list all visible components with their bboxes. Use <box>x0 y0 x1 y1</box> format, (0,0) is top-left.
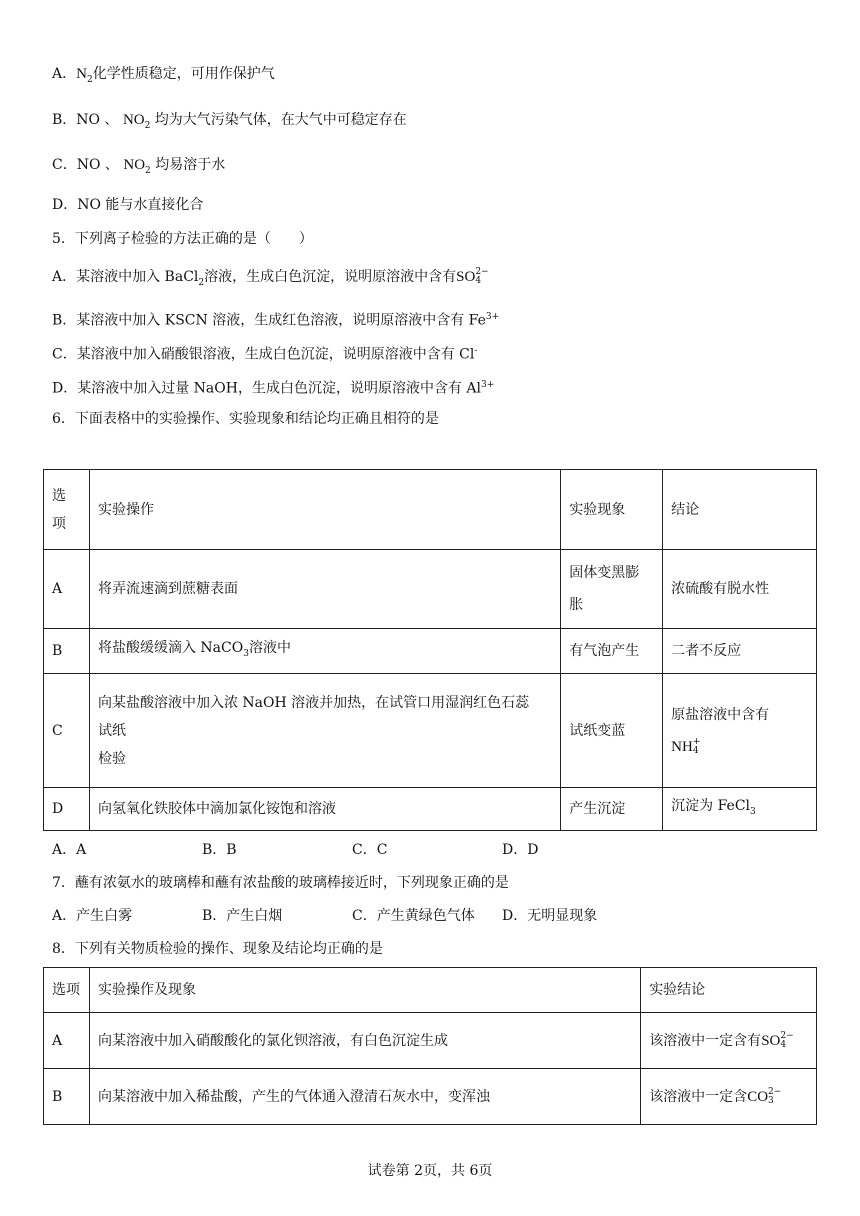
q7-answer-options <box>52 905 597 925</box>
subscript: 2 <box>144 120 151 131</box>
row-conclusion <box>663 788 817 831</box>
option-label: C． <box>52 157 77 173</box>
row-conclusion <box>641 1069 817 1125</box>
ion-charge <box>780 1032 793 1050</box>
subscript: 2 <box>145 165 151 176</box>
header-operation: 实验操作 <box>89 470 560 550</box>
row-operation: 向某溶液中加入稀盐酸，产生的气体通入澄清石灰水中，变浑浊 <box>89 1069 640 1125</box>
row-option: C <box>44 674 90 788</box>
superscript: + <box>692 736 701 747</box>
q5-option-b <box>52 307 499 331</box>
header-option: 选项 <box>44 968 90 1013</box>
subscript: 4 <box>692 745 699 756</box>
answer-option[interactable]: A．产生白雾 <box>52 908 133 924</box>
q6-answer-options <box>52 839 538 859</box>
answer-option[interactable]: B．产生白烟 <box>202 908 283 924</box>
answer-option[interactable]: A．A <box>52 842 87 858</box>
answer-option[interactable]: D．无明显现象 <box>502 908 598 924</box>
option-text: A．某溶液中加入 BaCl <box>52 269 199 285</box>
option-label: A． <box>52 66 77 82</box>
row-phenomenon: 有气泡产生 <box>561 629 663 674</box>
answer-option[interactable]: C．产生黄绿色气体 <box>352 908 475 924</box>
ion <box>671 731 808 763</box>
ion-charge <box>693 738 701 756</box>
table-row <box>44 1013 817 1069</box>
header-text: 选 项 <box>52 487 66 532</box>
subscript: 4 <box>475 276 482 286</box>
header-option <box>44 470 90 550</box>
table-row <box>44 629 817 674</box>
subscript: 3 <box>243 648 249 659</box>
ion-formula: SO <box>456 269 476 285</box>
cell-text: 固体变黑膨 胀 <box>569 565 640 613</box>
row-conclusion: 二者不反应 <box>663 629 817 674</box>
option-text: C．某溶液中加入硝酸银溶液，生成白色沉淀，说明原溶液中含有 Cl <box>52 346 475 363</box>
row-operation <box>89 629 560 674</box>
formula-prefix: NO 、 <box>76 112 119 128</box>
cell-text: 该溶液中一定含 <box>649 1088 748 1105</box>
q8-stem: 8．下列有关物质检验的操作、现象及结论均正确的是 <box>52 941 383 957</box>
ion-charge <box>475 268 488 286</box>
subscript: 4 <box>780 1039 787 1050</box>
header-operation: 实验操作及现象 <box>89 968 640 1013</box>
option-text: 化学性质稳定，可用作保护气 <box>92 66 275 82</box>
cell-text: 原盐溶液中含有 <box>671 706 770 723</box>
q7-stem: 7．蘸有浓氨水的玻璃棒和蘸有浓盐酸的玻璃棒接近时，下列现象正确的是 <box>52 875 509 891</box>
cell-text: 沉淀为 FeCl <box>671 798 751 815</box>
q5-option-a <box>52 267 489 293</box>
table-row <box>44 674 817 788</box>
superscript: 3+ <box>485 312 500 322</box>
option-label: D． <box>52 197 78 213</box>
cell-text: 该溶液中一定含有 <box>649 1032 762 1049</box>
cell-text: 溶液中 <box>248 640 291 657</box>
option-text: 均易溶于水 <box>155 157 226 173</box>
row-phenomenon <box>561 550 663 629</box>
answer-option[interactable]: D．D <box>502 842 539 858</box>
header-conclusion: 结论 <box>663 470 817 550</box>
option-text: B．某溶液中加入 KSCN 溶液，生成红色溶液，说明原溶液中含有 Fe <box>52 312 486 329</box>
table-row <box>44 1069 817 1125</box>
row-phenomenon: 试纸变蓝 <box>561 674 663 788</box>
subscript: 3 <box>768 1095 774 1106</box>
ion-formula: CO <box>747 1088 769 1105</box>
answer-option[interactable]: B．B <box>202 842 237 858</box>
formula: NO <box>122 112 145 128</box>
option-text: 溶液，生成白色沉淀，说明原溶液中含有 <box>204 269 457 285</box>
ion-formula: NH <box>671 738 693 755</box>
q5-option-c <box>52 341 477 365</box>
q4-option-d <box>52 195 203 215</box>
cell-text: 将盐酸缓缓滴入 NaCO <box>97 640 244 657</box>
subscript: 3 <box>750 806 756 817</box>
header-conclusion: 实验结论 <box>641 968 817 1013</box>
superscript: 2− <box>780 1030 794 1041</box>
header-phenomenon: 实验现象 <box>561 470 663 550</box>
superscript: 2− <box>768 1086 782 1097</box>
table-header-row <box>44 968 817 1013</box>
table-row <box>44 550 817 629</box>
formula: N <box>76 66 87 82</box>
row-operation: 将弄流速滴到蔗糖表面 <box>89 550 560 629</box>
table-header-row <box>44 470 817 550</box>
row-phenomenon: 产生沉淀 <box>561 788 663 831</box>
row-operation: 向某溶液中加入硝酸酸化的氯化钡溶液，有白色沉淀生成 <box>89 1013 640 1069</box>
subscript: 2 <box>198 277 205 288</box>
q6-stem: 6．下面表格中的实验操作、实验现象和结论均正确且相符的是 <box>52 411 439 427</box>
row-option: B <box>44 629 90 674</box>
formula-prefix: NO 、 <box>76 157 119 173</box>
q5-stem: 5．下列离子检验的方法正确的是（ ） <box>52 231 313 247</box>
page-footer: 试卷第 2页，共 6页 <box>367 1163 493 1179</box>
q4-option-c <box>52 155 225 181</box>
row-operation: 向氢氧化铁胶体中滴加氯化铵饱和溶液 <box>89 788 560 831</box>
superscript: 2− <box>475 267 489 277</box>
cell-text: 向某盐酸溶液中加入浓 NaOH 溶液并加热，在试管口用湿润红色石蕊 试纸 检验 <box>97 694 530 767</box>
q4-option-b <box>52 110 407 136</box>
row-operation <box>89 674 560 788</box>
ion-charge <box>768 1088 781 1106</box>
row-option: A <box>44 1013 90 1069</box>
subscript: 2 <box>86 74 93 85</box>
ion-formula: SO <box>761 1032 781 1049</box>
option-text: 均为大气污染气体，在大气中可稳定存在 <box>154 112 407 128</box>
row-conclusion: 浓硫酸有脱水性 <box>663 550 817 629</box>
option-label: B． <box>52 112 77 128</box>
answer-option[interactable]: C．C <box>352 842 388 858</box>
q5-option-d <box>52 375 494 399</box>
row-option: B <box>44 1069 90 1125</box>
formula: NO <box>123 157 146 173</box>
row-conclusion <box>663 674 817 788</box>
superscript: 3+ <box>481 380 495 390</box>
q8-table <box>43 967 817 1125</box>
q4-option-a <box>52 64 275 90</box>
table-row <box>44 788 817 831</box>
row-conclusion <box>641 1013 817 1069</box>
q6-table <box>43 469 817 831</box>
superscript: - <box>474 346 478 356</box>
row-option: A <box>44 550 90 629</box>
option-text: D．某溶液中加入过量 NaOH，生成白色沉淀，说明原溶液中含有 Al <box>52 380 481 397</box>
option-text: NO 能与水直接化合 <box>77 197 204 213</box>
row-option: D <box>44 788 90 831</box>
